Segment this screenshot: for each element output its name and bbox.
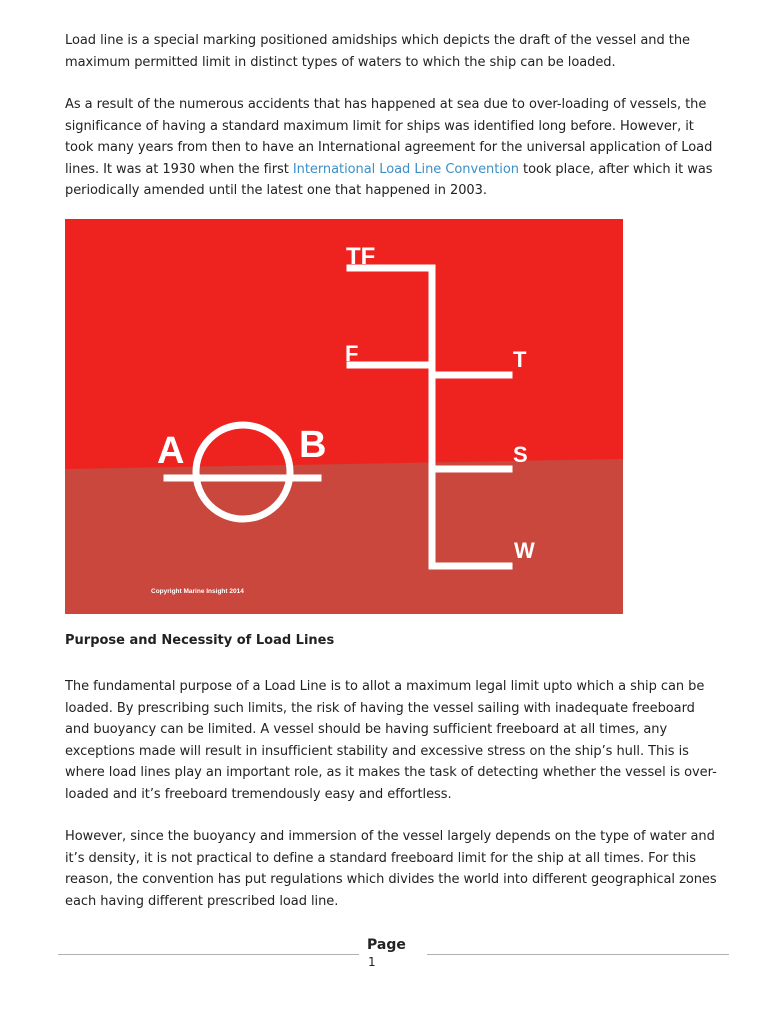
paragraph-history-text-2: took place, after which it was periodically amended until the latest one that happened in 2003. xyxy=(65,161,713,198)
tf-label: TF xyxy=(346,243,376,270)
page-label: Page xyxy=(367,937,406,953)
paragraph-purpose: The fundamental purpose of a Load Line is to allot a maximum legal limit upto which a ship can be loaded. By prescribing such limits, the risk of having the vessel sailing with inadequate freeboard and buoyancy can be limited. A vessel should be having sufficient freeboard at all times, any exceptions made will result in insufficient stability and excessive stress on the ship’s hull. This is where load lines play an important role, as it makes the task of detecting whether the vessel is over-loaded and it’s freeboard tremendously easy and effortless. xyxy=(65,679,717,802)
t-label: T xyxy=(513,347,527,372)
w-label: W xyxy=(514,538,535,563)
copyright-watermark: Copyright Marine Insight 2014 xyxy=(151,588,244,595)
paragraph-history-text-1: As a result of the numerous accidents that has happened at sea due to over-loading of vessels, the significance of having a standard maximum limit for ships was identified long before. However, it took many years from then to have an International agreement for the universal application of Load lines. It was at 1930 when the first xyxy=(65,97,713,177)
load-line-photo xyxy=(65,219,623,614)
paragraph-zones: However, since the buoyancy and immersion of the vessel largely depends on the type of water and it’s density, it is not practical to define a standard freeboard limit for the ship at all times. For this reason, the convention has put regulations which divides the world into different geographical zones each having different prescribed load line. xyxy=(65,829,717,909)
s-label: S xyxy=(513,442,528,467)
footer-divider-left xyxy=(58,954,359,955)
hull-upper-red xyxy=(65,219,623,479)
a-label: A xyxy=(157,430,185,472)
b-label: B xyxy=(299,424,327,466)
hull-lower-red xyxy=(65,459,623,614)
paragraph-history xyxy=(65,94,721,202)
f-label: F xyxy=(345,341,359,366)
paragraph-intro: Load line is a special marking positioned amidships which depicts the draft of the vessel and the maximum permitted limit in distinct types of waters to which the ship can be loaded. xyxy=(65,33,690,70)
section-heading: Purpose and Necessity of Load Lines xyxy=(65,633,335,648)
footer-divider-right xyxy=(427,954,729,955)
load-line-convention-link[interactable]: International Load Line Convention xyxy=(292,161,519,177)
page-number: 1 xyxy=(368,955,376,969)
